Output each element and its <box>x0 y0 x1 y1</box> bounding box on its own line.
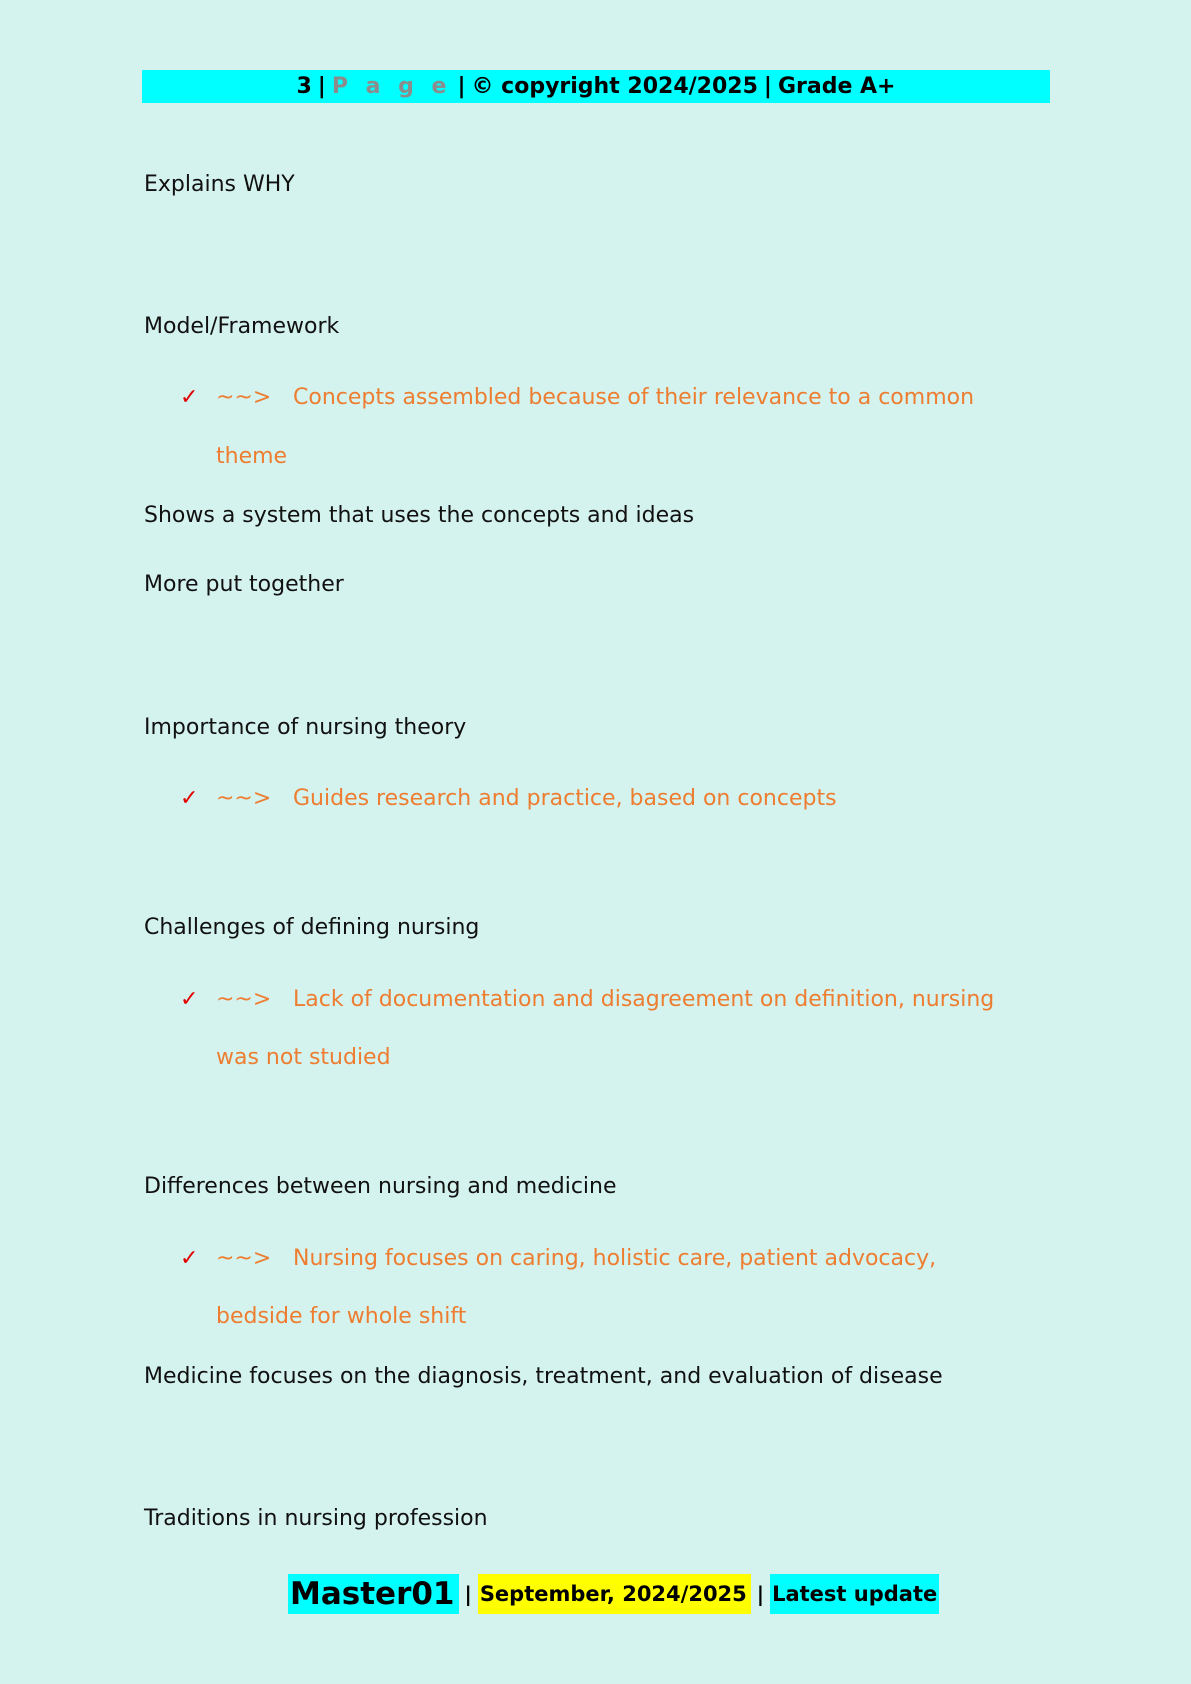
header-separator: | <box>457 74 466 99</box>
page-header <box>142 70 1050 103</box>
header-separator: | <box>763 74 772 99</box>
checkmark-icon: ✓ <box>180 385 199 410</box>
footer-separator: | <box>751 1574 770 1614</box>
model-framework-answer-continued: theme <box>216 444 288 469</box>
challenges-heading: Challenges of defining nursing <box>144 915 480 940</box>
challenges-answer-continued: was not studied <box>216 1045 391 1070</box>
header-separator: | <box>317 74 326 99</box>
medicine-focus-text: Medicine focuses on the diagnosis, treatment, and evaluation of disease <box>144 1364 943 1389</box>
page-number: 3 <box>296 74 312 99</box>
model-framework-answer <box>180 383 974 413</box>
copyright-text: © copyright 2024/2025 <box>471 74 758 99</box>
model-framework-heading: Model/Framework <box>144 314 340 339</box>
footer-date: September, 2024/2025 <box>478 1574 751 1614</box>
arrow-marker: ~~> <box>216 385 272 410</box>
challenges-answer <box>180 985 994 1015</box>
checkmark-icon: ✓ <box>180 987 199 1012</box>
differences-answer <box>180 1244 936 1274</box>
differences-heading: Differences between nursing and medicine <box>144 1174 617 1199</box>
differences-answer-continued: bedside for whole shift <box>216 1304 467 1329</box>
traditions-heading: Traditions in nursing profession <box>144 1506 488 1531</box>
page-word: P a g e <box>331 74 452 99</box>
arrow-marker: ~~> <box>216 786 272 811</box>
importance-answer <box>180 784 837 814</box>
checkmark-icon: ✓ <box>180 786 199 811</box>
page-footer <box>288 1574 939 1614</box>
answer-text: Lack of documentation and disagreement on definition, nursing <box>293 987 995 1012</box>
shows-system-text: Shows a system that uses the concepts and ideas <box>144 503 695 528</box>
footer-separator: | <box>459 1574 478 1614</box>
answer-text: Guides research and practice, based on concepts <box>293 786 837 811</box>
arrow-marker: ~~> <box>216 1246 272 1271</box>
latest-update-label: Latest update <box>770 1574 939 1614</box>
explains-why-text: Explains WHY <box>144 172 295 197</box>
answer-text: Nursing focuses on caring, holistic care, patient advocacy, <box>293 1246 937 1271</box>
checkmark-icon: ✓ <box>180 1246 199 1271</box>
more-put-together-text: More put together <box>144 572 344 597</box>
arrow-marker: ~~> <box>216 987 272 1012</box>
grade-text: Grade A+ <box>777 74 896 99</box>
brand-label: Master01 <box>288 1574 459 1614</box>
importance-heading: Importance of nursing theory <box>144 715 467 740</box>
answer-text: Concepts assembled because of their relevance to a common <box>293 385 975 410</box>
